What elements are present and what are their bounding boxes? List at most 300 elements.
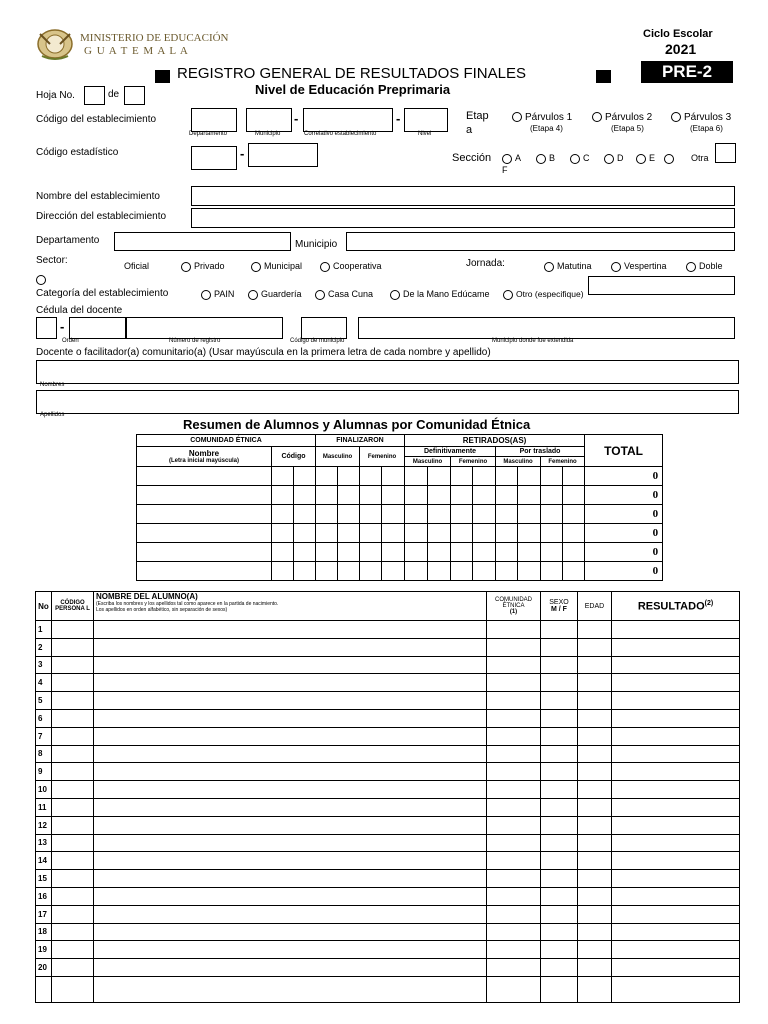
student-cell-codigo[interactable] — [52, 870, 94, 888]
radio-icon[interactable] — [570, 154, 580, 164]
student-cell-edad[interactable] — [578, 656, 612, 674]
student-cell-nombre[interactable] — [94, 816, 487, 834]
student-cell-nombre[interactable] — [94, 727, 487, 745]
summary-cell[interactable] — [338, 562, 360, 581]
sector-option-label: Privado — [194, 261, 225, 271]
cycle-year: 2021 — [665, 41, 697, 57]
summary-cell[interactable] — [496, 486, 518, 505]
student-cell-comunidad[interactable] — [487, 727, 541, 745]
student-cell-codigo[interactable] — [52, 638, 94, 656]
summary-cell-nombre[interactable] — [137, 505, 272, 524]
student-cell-comunidad[interactable] — [487, 709, 541, 727]
summary-cell[interactable] — [563, 543, 585, 562]
categoria-option-label: Casa Cuna — [328, 289, 374, 299]
summary-cell[interactable] — [541, 467, 563, 486]
summary-cell[interactable] — [473, 562, 496, 581]
categoria-option-label: PAIN — [214, 289, 235, 299]
student-cell-edad[interactable] — [578, 638, 612, 656]
cedula-registro-field-2[interactable] — [126, 317, 283, 339]
summary-cell[interactable] — [541, 524, 563, 543]
cedula-codmuni-field[interactable] — [301, 317, 347, 339]
student-cell-resultado[interactable] — [612, 887, 740, 905]
categoria-otro-field[interactable] — [588, 276, 735, 295]
form-subtitle: Nivel de Educación Preprimaria — [255, 82, 451, 97]
student-cell-nombre[interactable] — [94, 852, 487, 870]
student-cell-codigo[interactable] — [52, 923, 94, 941]
radio-icon[interactable] — [636, 154, 646, 164]
student-cell-resultado[interactable] — [612, 976, 740, 1002]
student-cell-comunidad[interactable] — [487, 781, 541, 799]
radio-icon[interactable] — [248, 290, 258, 300]
student-cell-sexo[interactable] — [541, 709, 578, 727]
student-cell-nombre[interactable] — [94, 976, 487, 1002]
summary-cell[interactable] — [382, 505, 405, 524]
summary-cell[interactable] — [518, 562, 541, 581]
student-cell-codigo[interactable] — [52, 781, 94, 799]
student-cell-resultado[interactable] — [612, 798, 740, 816]
student-cell-edad[interactable] — [578, 923, 612, 941]
summary-cell[interactable] — [382, 486, 405, 505]
cedula-registro-field[interactable] — [69, 317, 126, 339]
summary-cell[interactable] — [563, 562, 585, 581]
summary-cell[interactable] — [382, 543, 405, 562]
radio-icon[interactable] — [201, 290, 211, 300]
summary-cell[interactable] — [294, 562, 316, 581]
seccion-option-f[interactable] — [664, 153, 677, 164]
summary-cell[interactable] — [473, 505, 496, 524]
student-cell-resultado[interactable] — [612, 941, 740, 959]
summary-cell[interactable] — [272, 486, 294, 505]
student-cell-comunidad[interactable] — [487, 638, 541, 656]
radio-icon[interactable] — [536, 154, 546, 164]
summary-cell[interactable] — [473, 524, 496, 543]
summary-cell[interactable] — [473, 486, 496, 505]
summary-cell[interactable] — [518, 505, 541, 524]
student-cell-sexo[interactable] — [541, 941, 578, 959]
summary-cell[interactable] — [428, 524, 451, 543]
student-cell-sexo[interactable] — [541, 905, 578, 923]
summary-cell[interactable] — [294, 486, 316, 505]
summary-header-def-fem: Femenino — [451, 457, 496, 467]
student-resultado-text: RESULTADO — [637, 600, 705, 613]
sector-oficial-radio[interactable] — [36, 275, 46, 285]
jornada-option-label: Matutina — [557, 261, 592, 271]
student-cell-comunidad[interactable] — [487, 763, 541, 781]
student-cell-sexo[interactable] — [541, 656, 578, 674]
radio-icon[interactable] — [315, 290, 325, 300]
student-cell-resultado[interactable] — [612, 959, 740, 977]
student-cell-codigo[interactable] — [52, 959, 94, 977]
student-cell-edad[interactable] — [578, 852, 612, 870]
summary-cell[interactable] — [360, 505, 382, 524]
radio-icon[interactable] — [251, 262, 261, 272]
student-cell-codigo[interactable] — [52, 905, 94, 923]
student-cell-codigo[interactable] — [52, 727, 94, 745]
student-cell-nombre[interactable] — [94, 621, 487, 639]
student-cell-resultado[interactable] — [612, 870, 740, 888]
docente-nombres-field[interactable] — [36, 360, 739, 384]
student-cell-codigo[interactable] — [52, 692, 94, 710]
radio-icon[interactable] — [390, 290, 400, 300]
summary-cell[interactable] — [316, 467, 338, 486]
summary-cell[interactable] — [428, 486, 451, 505]
summary-cell[interactable] — [338, 467, 360, 486]
student-cell-edad[interactable] — [578, 781, 612, 799]
summary-cell[interactable] — [316, 486, 338, 505]
student-cell-comunidad[interactable] — [487, 692, 541, 710]
summary-cell[interactable] — [405, 562, 428, 581]
student-cell-codigo[interactable] — [52, 798, 94, 816]
summary-cell[interactable] — [405, 543, 428, 562]
student-cell-comunidad[interactable] — [487, 834, 541, 852]
student-cell-codigo[interactable] — [52, 674, 94, 692]
student-cell-codigo[interactable] — [52, 976, 94, 1002]
categoria-option-casa-cuna[interactable] — [315, 289, 373, 300]
radio-icon[interactable] — [320, 262, 330, 272]
student-cell-edad[interactable] — [578, 905, 612, 923]
radio-icon[interactable] — [502, 154, 512, 164]
jornada-option-matutina[interactable] — [544, 261, 592, 272]
student-cell-codigo[interactable] — [52, 852, 94, 870]
summary-cell[interactable] — [272, 524, 294, 543]
student-cell-edad[interactable] — [578, 727, 612, 745]
etapa-option-parvulos-1[interactable] — [512, 112, 572, 123]
student-cell-nombre[interactable] — [94, 887, 487, 905]
student-cell-edad[interactable] — [578, 763, 612, 781]
student-cell-sexo[interactable] — [541, 887, 578, 905]
summary-cell[interactable] — [272, 543, 294, 562]
stat-code-field-2[interactable] — [248, 143, 318, 167]
otra-field[interactable] — [715, 143, 736, 163]
student-cell-nombre[interactable] — [94, 781, 487, 799]
summary-cell[interactable] — [451, 467, 473, 486]
student-cell-comunidad[interactable] — [487, 798, 541, 816]
student-cell-nombre[interactable] — [94, 870, 487, 888]
student-cell-nombre[interactable] — [94, 905, 487, 923]
summary-cell[interactable] — [428, 467, 451, 486]
student-cell-nombre[interactable] — [94, 959, 487, 977]
student-cell-comunidad[interactable] — [487, 816, 541, 834]
radio-icon[interactable] — [503, 290, 513, 300]
student-cell-nombre[interactable] — [94, 745, 487, 763]
student-cell-sexo[interactable] — [541, 674, 578, 692]
student-cell-edad[interactable] — [578, 745, 612, 763]
student-cell-sexo[interactable] — [541, 621, 578, 639]
cycle-label: Ciclo Escolar — [643, 28, 713, 40]
summary-cell[interactable] — [518, 467, 541, 486]
municipio-field[interactable] — [346, 232, 735, 251]
summary-cell[interactable] — [451, 505, 473, 524]
summary-cell[interactable] — [294, 543, 316, 562]
student-cell-codigo[interactable] — [52, 656, 94, 674]
student-cell-edad[interactable] — [578, 941, 612, 959]
summary-cell-nombre[interactable] — [137, 543, 272, 562]
student-cell-sexo[interactable] — [541, 727, 578, 745]
etapa-option-parvulos-3[interactable] — [671, 112, 731, 123]
summary-cell[interactable] — [428, 505, 451, 524]
radio-icon[interactable] — [611, 262, 621, 272]
radio-icon[interactable] — [544, 262, 554, 272]
student-cell-nombre[interactable] — [94, 674, 487, 692]
etapa-sub-4: (Etapa 4) — [530, 124, 563, 133]
student-cell-sexo[interactable] — [541, 745, 578, 763]
student-cell-no: 18 — [36, 923, 52, 941]
summary-cell[interactable] — [473, 467, 496, 486]
establishment-code-label: Código del establecimiento — [36, 114, 157, 125]
establishment-name-field[interactable] — [191, 186, 735, 206]
summary-cell[interactable] — [316, 524, 338, 543]
radio-icon[interactable] — [181, 262, 191, 272]
stat-code-field-1[interactable] — [191, 146, 237, 170]
summary-cell[interactable] — [316, 543, 338, 562]
summary-cell-nombre[interactable] — [137, 486, 272, 505]
student-cell-edad[interactable] — [578, 692, 612, 710]
summary-cell[interactable] — [451, 524, 473, 543]
summary-cell[interactable] — [405, 524, 428, 543]
summary-cell[interactable] — [518, 486, 541, 505]
student-cell-comunidad[interactable] — [487, 923, 541, 941]
summary-cell[interactable] — [496, 467, 518, 486]
summary-cell[interactable] — [405, 467, 428, 486]
summary-cell[interactable] — [272, 505, 294, 524]
student-cell-comunidad[interactable] — [487, 674, 541, 692]
hoja-number-field[interactable] — [84, 86, 105, 105]
radio-icon[interactable] — [664, 154, 674, 164]
student-cell-resultado[interactable] — [612, 834, 740, 852]
student-cell-sexo[interactable] — [541, 834, 578, 852]
summary-cell[interactable] — [360, 543, 382, 562]
summary-cell[interactable] — [338, 524, 360, 543]
summary-cell[interactable] — [473, 543, 496, 562]
radio-icon[interactable] — [604, 154, 614, 164]
cedula-muni-field[interactable] — [358, 317, 735, 339]
student-cell-resultado[interactable] — [612, 727, 740, 745]
docente-apellidos-field[interactable] — [36, 390, 739, 414]
sector-option-municipal[interactable] — [251, 261, 302, 272]
summary-cell[interactable] — [496, 543, 518, 562]
student-cell-no: 16 — [36, 887, 52, 905]
student-cell-comunidad[interactable] — [487, 656, 541, 674]
summary-cell[interactable] — [294, 467, 316, 486]
summary-cell-nombre[interactable] — [137, 562, 272, 581]
seccion-option-e[interactable] — [636, 153, 655, 164]
summary-cell[interactable] — [563, 524, 585, 543]
student-cell-nombre[interactable] — [94, 763, 487, 781]
establishment-address-field[interactable] — [191, 208, 735, 228]
summary-cell[interactable] — [518, 524, 541, 543]
summary-cell[interactable] — [405, 486, 428, 505]
categoria-option-otro[interactable] — [503, 289, 584, 300]
summary-cell[interactable] — [496, 524, 518, 543]
student-cell-edad[interactable] — [578, 674, 612, 692]
summary-cell[interactable] — [451, 486, 473, 505]
summary-cell[interactable] — [541, 505, 563, 524]
student-cell-nombre[interactable] — [94, 923, 487, 941]
sector-option-cooperativa[interactable] — [320, 261, 382, 272]
student-cell-resultado[interactable] — [612, 781, 740, 799]
sub-munidonde: Municipio donde fue extendida — [492, 338, 574, 344]
summary-cell-nombre[interactable] — [137, 467, 272, 486]
summary-cell[interactable] — [541, 543, 563, 562]
radio-icon[interactable] — [592, 112, 602, 122]
student-cell-nombre[interactable] — [94, 656, 487, 674]
summary-cell[interactable] — [338, 486, 360, 505]
hoja-total-field[interactable] — [124, 86, 145, 105]
jornada-option-vespertina[interactable] — [611, 261, 667, 272]
student-cell-resultado[interactable] — [612, 923, 740, 941]
student-cell-edad[interactable] — [578, 709, 612, 727]
student-cell-comunidad[interactable] — [487, 941, 541, 959]
seccion-option-d[interactable] — [604, 153, 624, 164]
student-cell-comunidad[interactable] — [487, 887, 541, 905]
student-cell-codigo[interactable] — [52, 709, 94, 727]
student-cell-codigo[interactable] — [52, 745, 94, 763]
seccion-option-a[interactable] — [502, 153, 521, 164]
student-cell-resultado[interactable] — [612, 745, 740, 763]
radio-icon[interactable] — [671, 112, 681, 122]
sector-option-privado[interactable] — [181, 261, 225, 272]
student-cell-resultado[interactable] — [612, 674, 740, 692]
summary-cell[interactable] — [563, 486, 585, 505]
student-cell-nombre[interactable] — [94, 709, 487, 727]
summary-cell[interactable] — [360, 467, 382, 486]
muni-code-field[interactable] — [246, 108, 292, 132]
summary-cell[interactable] — [451, 543, 473, 562]
categoria-option-pain[interactable] — [201, 289, 234, 300]
summary-cell[interactable] — [428, 562, 451, 581]
student-cell-resultado[interactable] — [612, 621, 740, 639]
summary-cell[interactable] — [541, 486, 563, 505]
correlative-field[interactable] — [303, 108, 393, 132]
student-cell-codigo[interactable] — [52, 887, 94, 905]
dept-code-field[interactable] — [191, 108, 237, 132]
categoria-option-de-la-mano[interactable] — [390, 289, 490, 300]
student-cell-sexo[interactable] — [541, 976, 578, 1002]
student-cell-resultado[interactable] — [612, 656, 740, 674]
departamento-field[interactable] — [114, 232, 291, 251]
summary-cell[interactable] — [360, 562, 382, 581]
student-cell-codigo[interactable] — [52, 941, 94, 959]
student-cell-sexo[interactable] — [541, 763, 578, 781]
summary-cell[interactable] — [294, 524, 316, 543]
seccion-option-c[interactable] — [570, 153, 590, 164]
summary-cell[interactable] — [272, 467, 294, 486]
summary-cell[interactable] — [563, 505, 585, 524]
student-cell-resultado[interactable] — [612, 709, 740, 727]
summary-cell[interactable] — [541, 562, 563, 581]
summary-cell[interactable] — [294, 505, 316, 524]
student-cell-edad[interactable] — [578, 887, 612, 905]
student-cell-nombre[interactable] — [94, 941, 487, 959]
student-cell-resultado[interactable] — [612, 816, 740, 834]
cedula-orden-field[interactable] — [36, 317, 57, 339]
student-cell-nombre[interactable] — [94, 692, 487, 710]
student-cell-sexo[interactable] — [541, 816, 578, 834]
student-cell-sexo[interactable] — [541, 870, 578, 888]
student-cell-resultado[interactable] — [612, 638, 740, 656]
table-row — [36, 674, 740, 692]
summary-cell[interactable] — [496, 562, 518, 581]
summary-cell[interactable] — [405, 505, 428, 524]
summary-cell[interactable] — [451, 562, 473, 581]
student-cell-sexo[interactable] — [541, 692, 578, 710]
summary-cell[interactable] — [382, 524, 405, 543]
student-cell-resultado[interactable] — [612, 905, 740, 923]
student-cell-codigo[interactable] — [52, 763, 94, 781]
student-cell-comunidad[interactable] — [487, 745, 541, 763]
summary-cell[interactable] — [360, 524, 382, 543]
student-cell-edad[interactable] — [578, 976, 612, 1002]
radio-icon[interactable] — [686, 262, 696, 272]
sub-orden: Orden — [62, 338, 79, 344]
summary-cell[interactable] — [338, 505, 360, 524]
student-cell-comunidad[interactable] — [487, 621, 541, 639]
student-cell-no[interactable] — [36, 976, 52, 1002]
student-cell-comunidad[interactable] — [487, 976, 541, 1002]
student-cell-sexo[interactable] — [541, 852, 578, 870]
student-cell-edad[interactable] — [578, 798, 612, 816]
student-cell-nombre[interactable] — [94, 798, 487, 816]
student-cell-codigo[interactable] — [52, 816, 94, 834]
etapa-option-parvulos-2[interactable] — [592, 112, 652, 123]
summary-cell[interactable] — [316, 562, 338, 581]
student-cell-sexo[interactable] — [541, 959, 578, 977]
student-cell-sexo[interactable] — [541, 798, 578, 816]
summary-cell[interactable] — [316, 505, 338, 524]
summary-cell[interactable] — [518, 543, 541, 562]
summary-cell[interactable] — [338, 543, 360, 562]
student-cell-edad[interactable] — [578, 816, 612, 834]
sector-option-oficial[interactable] — [124, 261, 149, 271]
summary-cell[interactable] — [382, 562, 405, 581]
student-cell-nombre[interactable] — [94, 834, 487, 852]
table-row — [36, 870, 740, 888]
student-cell-sexo[interactable] — [541, 638, 578, 656]
summary-cell[interactable] — [563, 467, 585, 486]
summary-cell[interactable] — [272, 562, 294, 581]
student-cell-comunidad[interactable] — [487, 905, 541, 923]
student-cell-comunidad[interactable] — [487, 870, 541, 888]
jornada-option-label: Doble — [699, 261, 723, 271]
seccion-option-b[interactable] — [536, 153, 555, 164]
summary-cell[interactable] — [428, 543, 451, 562]
jornada-option-doble[interactable] — [686, 261, 723, 272]
student-cell-edad[interactable] — [578, 959, 612, 977]
student-cell-codigo[interactable] — [52, 621, 94, 639]
student-cell-resultado[interactable] — [612, 852, 740, 870]
summary-cell[interactable] — [496, 505, 518, 524]
table-row — [36, 887, 740, 905]
summary-cell[interactable] — [360, 486, 382, 505]
student-cell-edad[interactable] — [578, 834, 612, 852]
student-cell-comunidad[interactable] — [487, 959, 541, 977]
summary-header-tras-fem: Femenino — [541, 457, 585, 467]
student-cell-edad[interactable] — [578, 621, 612, 639]
student-cell-sexo[interactable] — [541, 923, 578, 941]
student-cell-resultado[interactable] — [612, 692, 740, 710]
nivel-code-field[interactable] — [404, 108, 448, 132]
radio-icon[interactable] — [512, 112, 522, 122]
summary-cell[interactable] — [382, 467, 405, 486]
categoria-option-guarderia[interactable] — [248, 289, 302, 300]
student-cell-resultado[interactable] — [612, 763, 740, 781]
student-cell-codigo[interactable] — [52, 834, 94, 852]
student-cell-nombre[interactable] — [94, 638, 487, 656]
student-cell-comunidad[interactable] — [487, 852, 541, 870]
student-cell-edad[interactable] — [578, 870, 612, 888]
summary-cell-nombre[interactable] — [137, 524, 272, 543]
student-cell-sexo[interactable] — [541, 781, 578, 799]
